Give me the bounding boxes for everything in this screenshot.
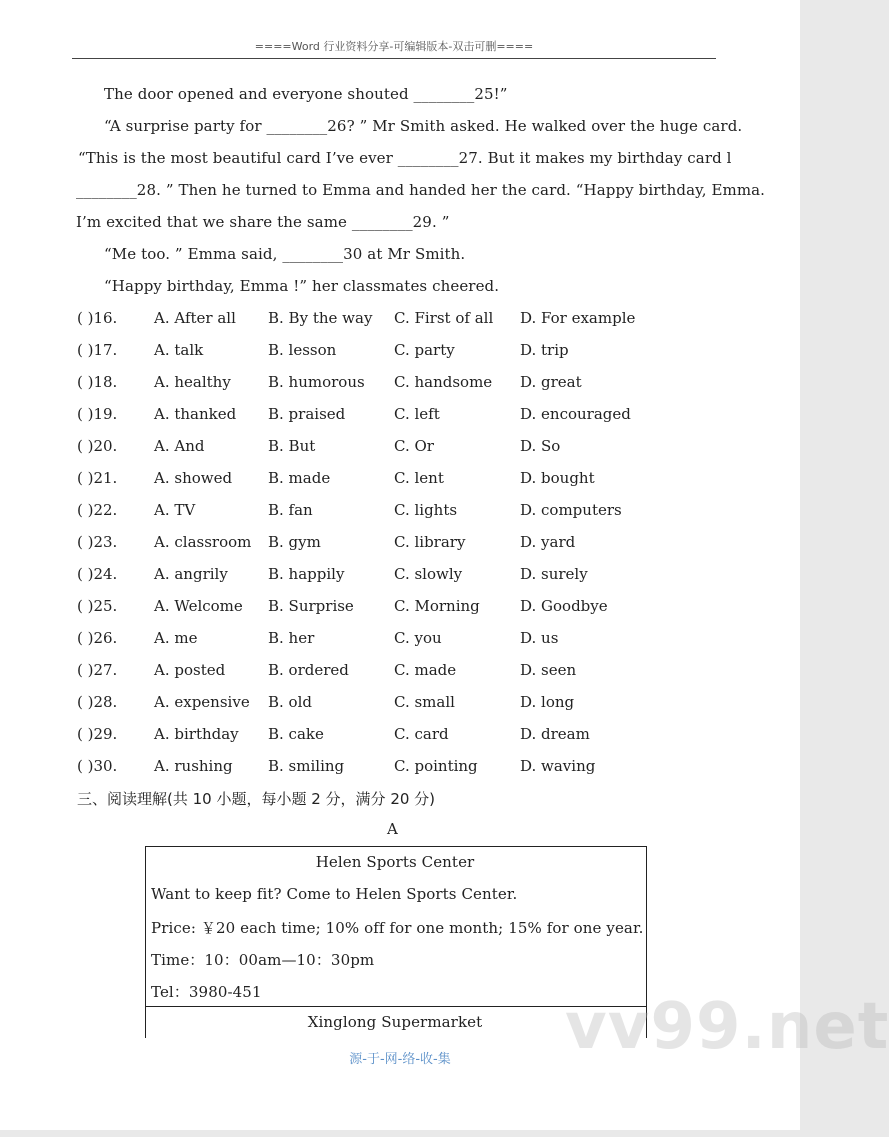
- option-b: B. smiling: [268, 757, 345, 775]
- option-a: A. expensive: [154, 693, 250, 711]
- option-a: A. angrily: [154, 565, 228, 583]
- option-c: C. handsome: [394, 373, 493, 391]
- option-c: C. card: [394, 725, 449, 743]
- option-a: A. TV: [154, 501, 196, 519]
- option-c: C. you: [394, 629, 442, 647]
- passage-line-4: ________28. ” Then he turned to Emma and handed her the card. “Happy birthday, Emma.: [76, 181, 766, 199]
- question-number: ( )18.: [77, 373, 118, 391]
- option-d: D. great: [520, 373, 582, 391]
- option-a: A. Welcome: [154, 597, 243, 615]
- option-b: B. happily: [268, 565, 345, 583]
- option-d: D. dream: [520, 725, 590, 743]
- option-b: B. made: [268, 469, 331, 487]
- passage-line-7: “Happy birthday, Emma !” her classmates cheered.: [104, 277, 500, 295]
- watermark: vv99.net: [565, 990, 889, 1064]
- option-a: A. posted: [154, 661, 226, 679]
- ad-line-1: Want to keep fit? Come to Helen Sports Center.: [151, 885, 518, 903]
- option-c: C. pointing: [394, 757, 478, 775]
- passage-line-1: The door opened and everyone shouted ________25!”: [104, 85, 508, 103]
- section-title: 三、阅读理解(共 10 小题，每小题 2 分，满分 20 分): [77, 790, 436, 808]
- ad-title: Helen Sports Center: [315, 853, 475, 871]
- question-number: ( )28.: [77, 693, 118, 711]
- passage-line-6: “Me too. ” Emma said, ________30 at Mr Smith.: [104, 245, 466, 263]
- option-b: B. fan: [268, 501, 313, 519]
- option-a: A. healthy: [154, 373, 231, 391]
- option-d: D. Goodbye: [520, 597, 608, 615]
- option-d: D. encouraged: [520, 405, 631, 423]
- option-c: C. small: [394, 693, 455, 711]
- question-number: ( )17.: [77, 341, 118, 359]
- page-header: ====Word 行业资料分享-可编辑版本-双击可删====: [72, 38, 716, 59]
- option-b: B. old: [268, 693, 312, 711]
- option-d: D. So: [520, 437, 561, 455]
- question-number: ( )20.: [77, 437, 118, 455]
- question-number: ( )30.: [77, 757, 118, 775]
- option-b: B. her: [268, 629, 315, 647]
- option-b: B. By the way: [268, 309, 373, 327]
- option-b: B. praised: [268, 405, 346, 423]
- option-d: D. bought: [520, 469, 595, 487]
- option-a: A. talk: [154, 341, 204, 359]
- question-number: ( )23.: [77, 533, 118, 551]
- option-a: A. showed: [154, 469, 233, 487]
- page-footer: 源-于-网-络-收-集: [349, 1052, 451, 1067]
- option-b: B. lesson: [268, 341, 337, 359]
- question-number: ( )27.: [77, 661, 118, 679]
- passage-line-3: “This is the most beautiful card I’ve ever ________27. But it makes my birthday card l: [78, 149, 732, 167]
- option-a: A. And: [154, 437, 205, 455]
- option-c: C. Or: [394, 437, 434, 455]
- option-b: B. humorous: [268, 373, 365, 391]
- option-d: D. waving: [520, 757, 596, 775]
- option-c: C. made: [394, 661, 457, 679]
- option-d: D. seen: [520, 661, 577, 679]
- ad-line-4: Tel：3980-451: [151, 983, 262, 1001]
- option-c: C. left: [394, 405, 440, 423]
- option-b: B. gym: [268, 533, 321, 551]
- option-d: D. long: [520, 693, 575, 711]
- passage-label: A: [387, 820, 398, 838]
- ad-line-2: Price: ￥20 each time; 10% off for one month; 15% for one year.: [151, 919, 644, 937]
- option-d: D. us: [520, 629, 559, 647]
- option-c: C. First of all: [394, 309, 494, 327]
- passage-line-5: I’m excited that we share the same ________29. ”: [76, 213, 450, 231]
- option-c: C. lights: [394, 501, 458, 519]
- question-number: ( )24.: [77, 565, 118, 583]
- question-number: ( )21.: [77, 469, 118, 487]
- option-c: C. Morning: [394, 597, 480, 615]
- option-a: A. classroom: [154, 533, 252, 551]
- option-c: C. slowly: [394, 565, 463, 583]
- ad-next-title: Xinglong Supermarket: [307, 1013, 483, 1031]
- option-a: A. After all: [154, 309, 236, 327]
- option-a: A. rushing: [154, 757, 233, 775]
- question-number: ( )25.: [77, 597, 118, 615]
- option-d: D. computers: [520, 501, 622, 519]
- option-a: A. birthday: [154, 725, 239, 743]
- option-d: D. trip: [520, 341, 569, 359]
- option-d: D. For example: [520, 309, 636, 327]
- option-d: D. surely: [520, 565, 588, 583]
- option-b: B. But: [268, 437, 316, 455]
- option-a: A. me: [154, 629, 198, 647]
- option-b: B. cake: [268, 725, 324, 743]
- question-number: ( )29.: [77, 725, 118, 743]
- question-number: ( )22.: [77, 501, 118, 519]
- option-b: B. ordered: [268, 661, 349, 679]
- question-number: ( )19.: [77, 405, 118, 423]
- option-c: C. party: [394, 341, 455, 359]
- option-a: A. thanked: [154, 405, 237, 423]
- question-number: ( )16.: [77, 309, 118, 327]
- option-c: C. lent: [394, 469, 444, 487]
- question-number: ( )26.: [77, 629, 118, 647]
- ad-line-3: Time：10：00am—10：30pm: [151, 951, 375, 969]
- option-c: C. library: [394, 533, 466, 551]
- option-d: D. yard: [520, 533, 576, 551]
- passage-line-2: “A surprise party for ________26? ” Mr Smith asked. He walked over the huge card.: [104, 117, 743, 135]
- option-b: B. Surprise: [268, 597, 354, 615]
